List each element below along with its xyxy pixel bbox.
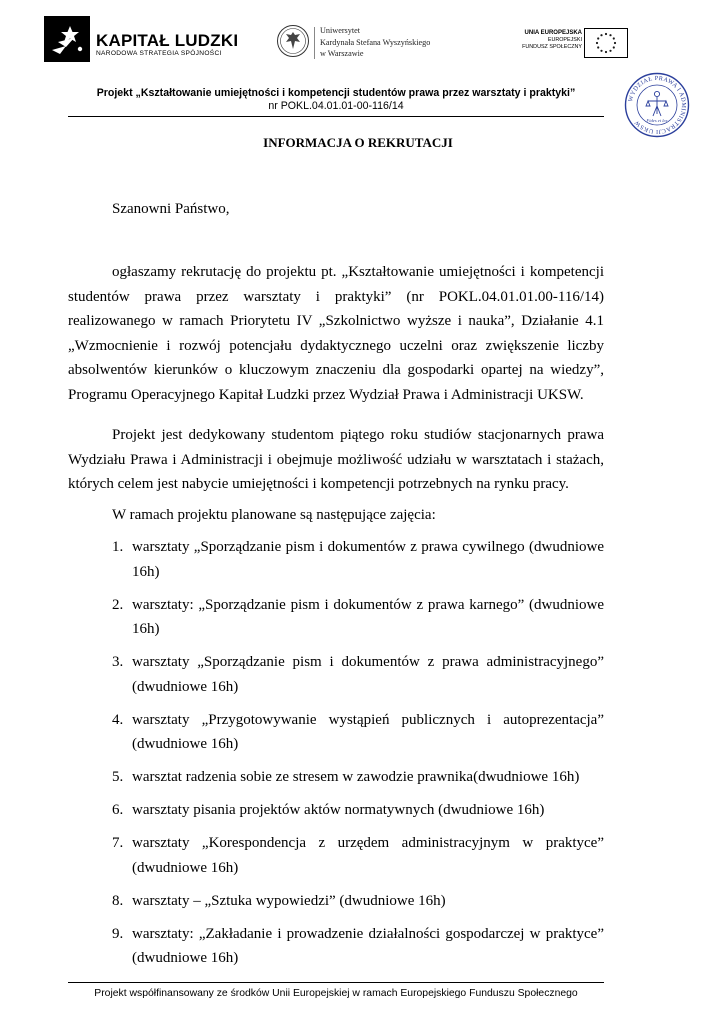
list-item-text: warsztaty – „Sztuka wypowiedzi” (dwudniowe 16h) (132, 892, 446, 909)
university-logo-divider (314, 27, 315, 59)
list-item-number: 4. (112, 711, 124, 728)
eu-fund-line: FUNDUSZ SPOŁECZNY (522, 44, 582, 50)
list-item (68, 798, 604, 823)
eu-star-icon (605, 33, 607, 35)
list-item-number: 2. (112, 596, 124, 613)
target-group-paragraph: Projekt jest dedykowany studentom piątego roku studiów stacjonarnych prawa Wydziału Prawa i Administracji i obejmuje możliwość udziału w warsztatach i stażach, których celem jest nabycie umiejętności i kompetencji potrzebnych na rynku pracy. (68, 427, 604, 492)
list-item-number: 3. (112, 654, 124, 670)
eu-fund-line: EUROPEJSKI (547, 37, 582, 43)
eu-star-icon (600, 34, 602, 36)
list-item-text: warsztaty „Korespondencja z urzędem administracyjnym w praktyce” (dwudniowe 16h) (132, 835, 604, 876)
eu-star-icon (600, 50, 602, 52)
eu-star-icon (596, 42, 598, 44)
list-item-text: warsztaty pisania projektów aktów normatywnych (dwudniowe 16h) (132, 802, 545, 818)
eu-name: UNIA EUROPEJSKA (524, 30, 582, 36)
university-name-line: Kardynała Stefana Wyszyńskiego (320, 37, 431, 47)
footer-divider (68, 982, 604, 983)
salutation: Szanowni Państwo, (112, 201, 230, 217)
kapital-ludzki-subtitle: NARODOWA STRATEGIA SPÓJNOŚCI (96, 50, 222, 57)
list-item (68, 889, 604, 914)
project-title: Projekt „Kształtowanie umiejętności i kompetencji studentów prawa przez warsztaty i praktyki” (96, 87, 576, 99)
list-item-number: 8. (112, 892, 124, 909)
kapital-ludzki-emblem-icon (44, 16, 90, 62)
list-item (68, 650, 604, 699)
eu-star-icon (613, 46, 615, 48)
university-logo (276, 24, 466, 64)
list-item (68, 535, 604, 584)
faculty-seal-icon (624, 72, 690, 138)
list-item (68, 593, 604, 642)
list-item-text: warsztaty: „Sporządzanie pism i dokumentów z prawa karnego” (dwudniowe 16h) (132, 596, 604, 637)
eu-logo (516, 28, 628, 58)
list-item (68, 831, 604, 880)
eu-star-icon (614, 42, 616, 44)
eu-star-icon (597, 37, 599, 39)
list-item-text: warsztaty „Przygotowywanie wystąpień publicznych i autoprezentacja” (dwudniowe 16h) (132, 711, 604, 752)
project-header (68, 87, 604, 113)
university-name (320, 25, 430, 60)
intro-paragraph: ogłaszamy rekrutację do projektu pt. „Kształtowanie umiejętności i kompetencji studentów prawa przez warsztaty i praktyki” (nr POKL.04.01.01.00-116/14) realizowanego w ramach Priorytetu IV „Szkolnictwo wyższe i nauka”, Działanie 4.1 „Wzmocnienie i rozwój potencjału dydaktycznego uczelni oraz zwiększenie liczby absolwentów kierunków o kluczowym znaczeniu dla gospodarki opartej na wiedzy”, Programu Operacyjnego Kapitał Ludzki przez Wydział Prawa i Administracji UKSW. (68, 264, 604, 403)
list-item (68, 922, 604, 971)
university-name-line: w Warszawie (320, 49, 364, 58)
list-item (68, 765, 604, 790)
seal-motto: Fides et lex (646, 118, 668, 123)
seal-ring-text: WYDZIAŁ PRAWA I ADMINISTRACJI UKSW (627, 74, 688, 136)
list-item-number: 9. (112, 925, 124, 942)
eu-flag-icon (584, 28, 628, 58)
header-divider (68, 116, 604, 117)
eu-star-icon (613, 37, 615, 39)
eu-star-icon (605, 51, 607, 53)
list-item-text: warsztaty „Sporządzanie pism i dokumentów z prawa cywilnego (dwudniowe 16h) (132, 539, 604, 580)
list-item (68, 708, 604, 757)
list-item-number: 7. (112, 835, 124, 851)
planned-activities-lead: W ramach projektu planowane są następujące zajęcia: (112, 507, 436, 523)
university-eagle-icon (276, 24, 310, 58)
footer-cofinancing-note: Projekt współfinansowany ze środków Unii Europejskiej w ramach Europejskiego Funduszu Społecznego (94, 988, 578, 999)
eu-star-icon (609, 34, 611, 36)
list-item-number: 5. (112, 769, 124, 785)
eu-text (522, 30, 582, 51)
kapital-ludzki-title: KAPITAŁ LUDZKI (96, 31, 239, 50)
workshop-list (68, 535, 604, 979)
list-item-number: 1. (112, 539, 124, 555)
project-number: nr POKL.04.01.01-00-116/14 (268, 100, 404, 112)
list-item-number: 6. (112, 802, 124, 818)
list-item-text: warsztaty „Sporządzanie pism i dokumentów z prawa administracyjnego” (dwudniowe 16h) (132, 654, 604, 695)
eu-star-icon (597, 46, 599, 48)
list-item-text: warsztat radzenia sobie ze stresem w zawodzie prawnika(dwudniowe 16h) (132, 769, 580, 785)
university-name-line: Uniwersytet (320, 26, 361, 35)
document-title: INFORMACJA O REKRUTACJI (263, 135, 453, 150)
kapital-ludzki-logo (44, 16, 239, 62)
list-item-text: warsztaty: „Zakładanie i prowadzenie działalności gospodarczej w praktyce” (dwudniowe 16h) (132, 925, 604, 966)
eu-star-icon (609, 50, 611, 52)
